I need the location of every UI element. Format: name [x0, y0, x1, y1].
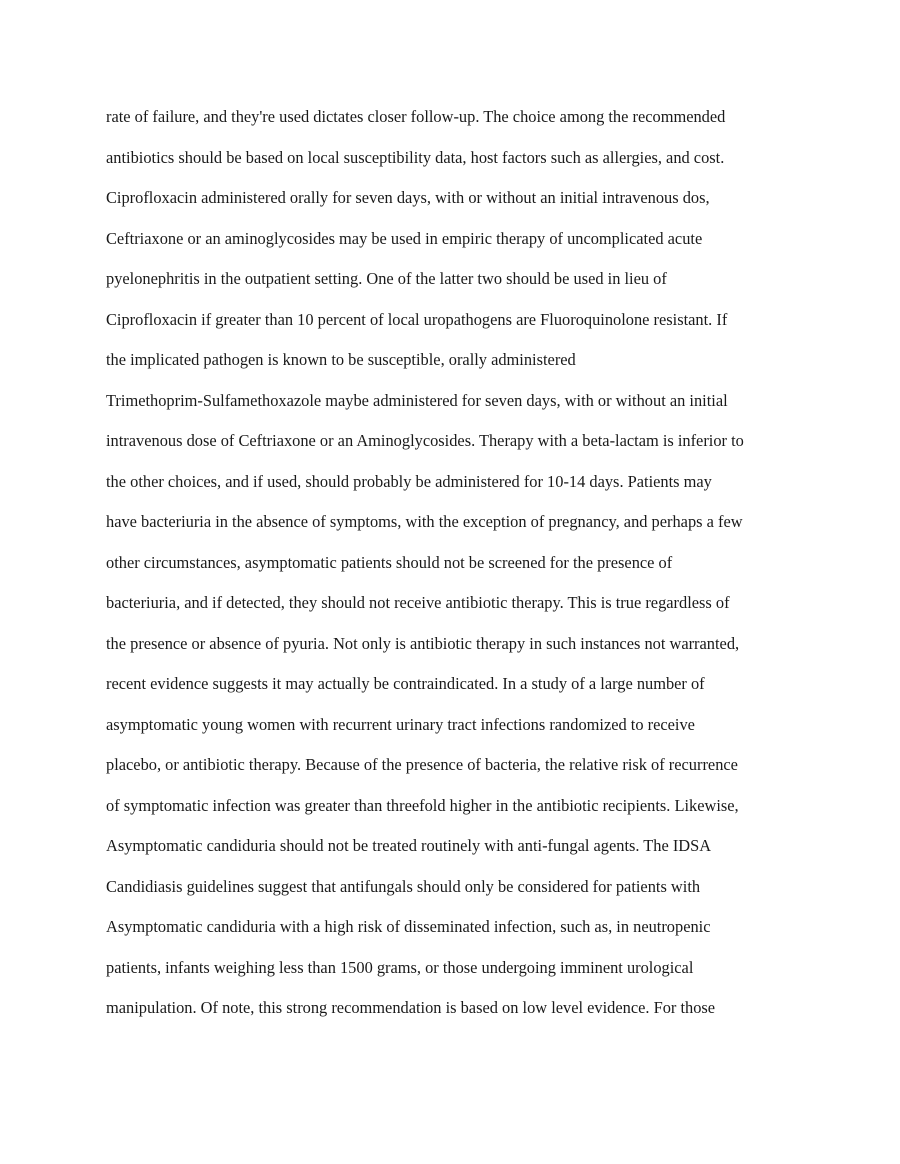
text-line: the presence or absence of pyuria. Not only is antibiotic therapy in such instances not warranted, — [106, 633, 740, 653]
text-line: Asymptomatic candiduria should not be treated routinely with anti-fungal agents. The IDSA — [106, 836, 712, 855]
text-line: intravenous dose of Ceftriaxone or an Aminoglycosides. Therapy with a beta-lactam is inferior to — [106, 431, 744, 450]
text-line: bacteriuria, and if detected, they should not receive antibiotic therapy. This is true regardless of — [106, 593, 730, 612]
text-line: Asymptomatic candiduria with a high risk of disseminated infection, such as, in neutropenic — [106, 917, 711, 936]
text-line: the other choices, and if used, should probably be administered for 10-14 days. Patients may — [106, 471, 712, 491]
text-line: the implicated pathogen is known to be susceptible, orally administered — [106, 350, 576, 369]
body-paragraph — [106, 104, 806, 1036]
text-line: manipulation. Of note, this strong recommendation is based on low level evidence. For those — [106, 998, 716, 1017]
text-line: pyelonephritis in the outpatient setting. One of the latter two should be used in lieu of — [106, 269, 667, 288]
text-line: have bacteriuria in the absence of symptoms, with the exception of pregnancy, and perhaps a few — [106, 512, 743, 531]
text-line: rate of failure, and they're used dictates closer follow-up. The choice among the recommended — [106, 107, 726, 126]
text-line: recent evidence suggests it may actually be contraindicated. In a study of a large number of — [106, 674, 705, 693]
text-line: asymptomatic young women with recurrent urinary tract infections randomized to receive — [106, 714, 695, 734]
text-line: Candidiasis guidelines suggest that antifungals should only be considered for patients with — [106, 876, 701, 896]
text-line: other circumstances, asymptomatic patients should not be screened for the presence of — [106, 552, 673, 572]
text-line: Trimethoprim-Sulfamethoxazole maybe administered for seven days, with or without an initial — [106, 390, 728, 410]
text-line: Ceftriaxone or an aminoglycosides may be used in empiric therapy of uncomplicated acute — [106, 228, 703, 248]
text-line: antibiotics should be based on local susceptibility data, host factors such as allergies, and cost. — [106, 147, 725, 167]
text-line: Ciprofloxacin if greater than 10 percent of local uropathogens are Fluoroquinolone resistant. If — [106, 309, 728, 329]
text-line: patients, infants weighing less than 1500 grams, or those undergoing imminent urological — [106, 957, 694, 977]
text-line: Ciprofloxacin administered orally for seven days, with or without an initial intravenous dos, — [106, 188, 710, 207]
text-line: of symptomatic infection was greater than threefold higher in the antibiotic recipients. Likewise, — [106, 795, 739, 815]
text-line: placebo, or antibiotic therapy. Because of the presence of bacteria, the relative risk of recurrence — [106, 755, 738, 774]
